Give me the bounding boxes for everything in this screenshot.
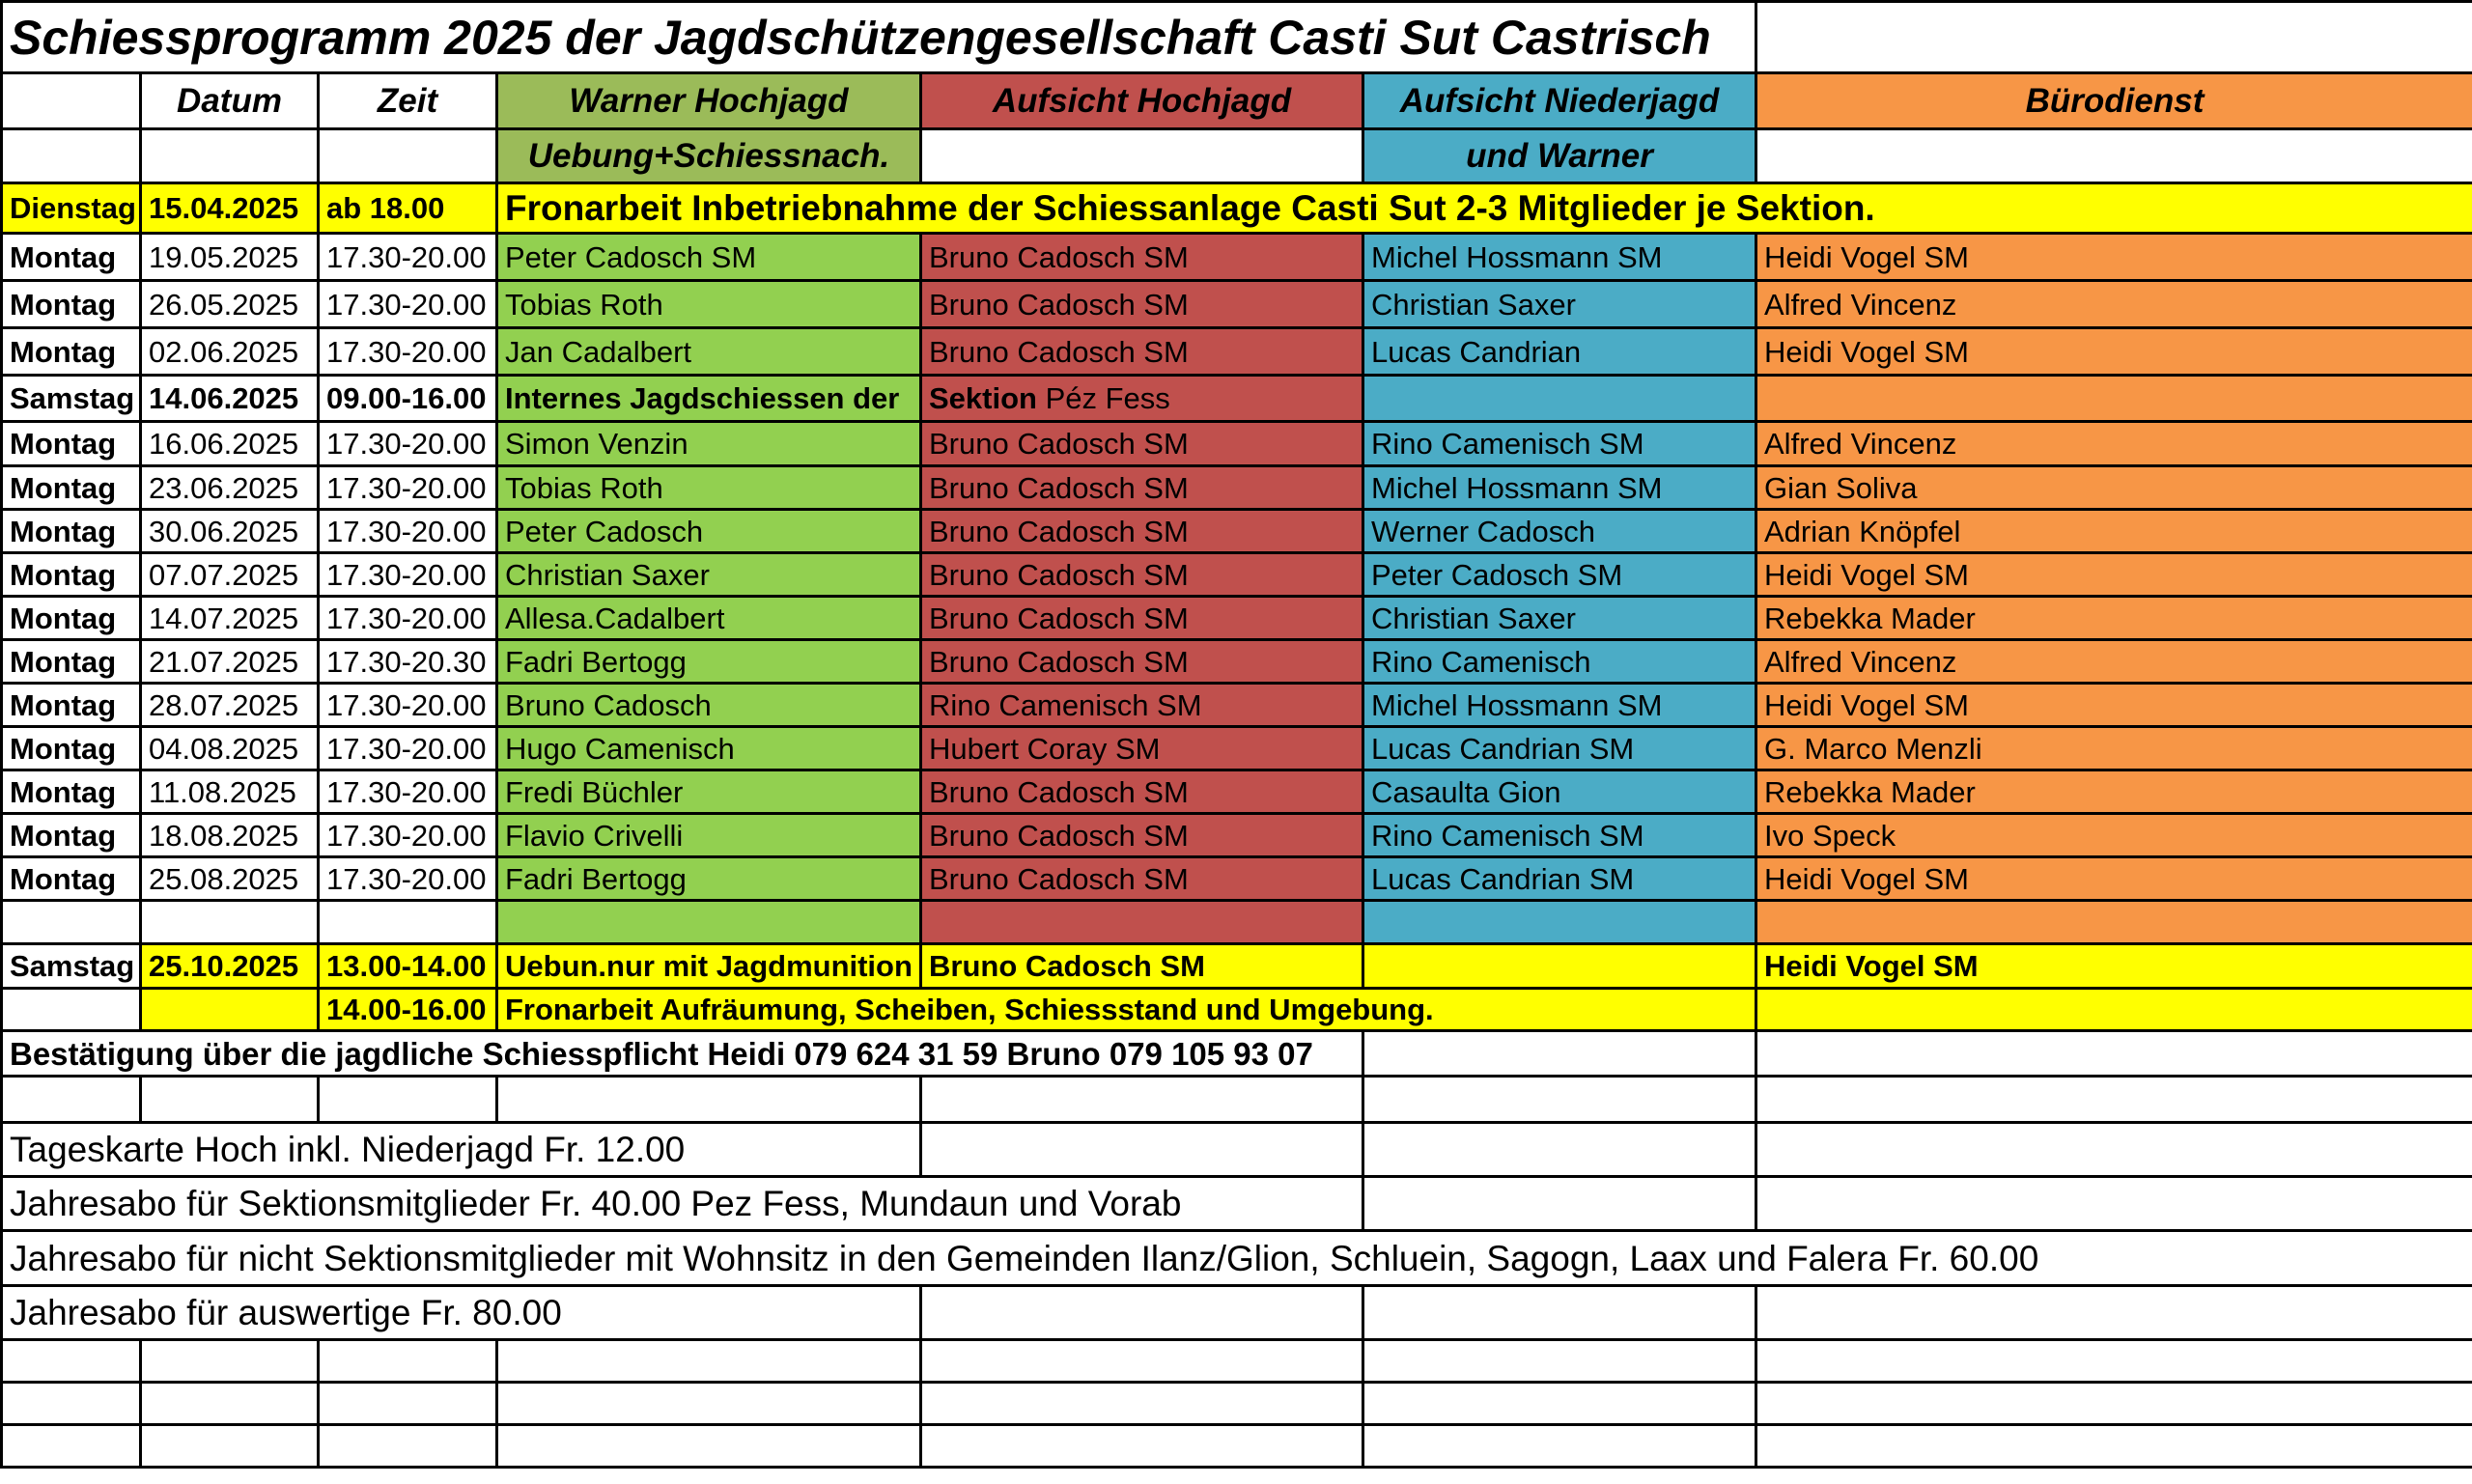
time-cell: 17.30-20.00 — [319, 234, 497, 281]
aufsicht-hochjagd-cell: Bruno Cadosch SM — [921, 814, 1363, 857]
day-cell: Montag — [2, 857, 141, 901]
buerodienst-cell: Heidi Vogel SM — [1756, 328, 2472, 376]
warner-cell: Fadri Bertogg — [497, 640, 921, 684]
table-row — [2, 466, 2472, 510]
day-cell: Montag — [2, 597, 141, 640]
empty-cell — [1363, 901, 1756, 944]
empty-row — [2, 1340, 2472, 1383]
day-cell: Montag — [2, 770, 141, 814]
header-row-2 — [2, 129, 2472, 183]
table-row — [2, 422, 2472, 466]
internes-sektion-label: Sektion — [929, 381, 1037, 415]
date-cell: 14.06.2025 — [141, 376, 319, 422]
header-buerodienst: Bürodienst — [1756, 73, 2472, 129]
aufsicht-niederjagd-cell: Rino Camenisch SM — [1363, 814, 1756, 857]
time-cell: 17.30-20.00 — [319, 328, 497, 376]
aufsicht-hochjagd-cell: Bruno Cadosch SM — [921, 857, 1363, 901]
table-row — [2, 814, 2472, 857]
warner-cell: Allesa.Cadalbert — [497, 597, 921, 640]
uebung-row — [2, 944, 2472, 989]
time-cell: 17.30-20.00 — [319, 553, 497, 597]
table-row — [2, 727, 2472, 770]
empty-cell — [921, 1123, 1363, 1177]
warner-cell: Jan Cadalbert — [497, 328, 921, 376]
aufsicht-hochjagd-cell: Bruno Cadosch SM — [921, 281, 1363, 328]
date-cell: 30.06.2025 — [141, 510, 319, 553]
table-row — [2, 770, 2472, 814]
date-cell: 28.07.2025 — [141, 684, 319, 727]
time-cell: 13.00-14.00 — [319, 944, 497, 989]
time-cell: ab 18.00 — [319, 183, 497, 234]
fronarbeit-start-row — [2, 183, 2472, 234]
aufsicht-niederjagd-cell: Michel Hossmann SM — [1363, 234, 1756, 281]
empty-cell — [921, 1077, 1363, 1123]
empty-cell — [1363, 944, 1756, 989]
buerodienst-cell: Rebekka Mader — [1756, 770, 2472, 814]
aufsicht-hochjagd-cell: Bruno Cadosch SM — [921, 234, 1363, 281]
empty-row — [2, 901, 2472, 944]
empty-cell — [1756, 376, 2472, 422]
buerodienst-cell: Alfred Vincenz — [1756, 281, 2472, 328]
day-cell: Dienstag — [2, 183, 141, 234]
price-text: Jahresabo für nicht Sektionsmitglieder mit Wohnsitz in den Gemeinden Ilanz/Glion, Schluein, Sagogn, Laax und Falera Fr. 60.00 — [2, 1231, 2472, 1286]
empty-cell — [1756, 989, 2472, 1031]
empty-cell — [1363, 1123, 1756, 1177]
price-row — [2, 1177, 2472, 1231]
time-cell: 17.30-20.00 — [319, 422, 497, 466]
warner-cell: Bruno Cadosch — [497, 684, 921, 727]
empty-cell — [921, 1425, 1363, 1468]
empty-cell — [141, 1340, 319, 1383]
day-cell: Montag — [2, 466, 141, 510]
buerodienst-cell: Ivo Speck — [1756, 814, 2472, 857]
empty-cell — [1756, 1123, 2472, 1177]
fronarbeit-end-text: Fronarbeit Aufräumung, Scheiben, Schiessstand und Umgebung. — [497, 989, 1756, 1031]
warner-cell: Flavio Crivelli — [497, 814, 921, 857]
empty-cell — [1756, 1286, 2472, 1340]
date-cell: 19.05.2025 — [141, 234, 319, 281]
warner-cell: Tobias Roth — [497, 466, 921, 510]
warner-cell: Tobias Roth — [497, 281, 921, 328]
date-cell: 26.05.2025 — [141, 281, 319, 328]
time-cell: 17.30-20.00 — [319, 684, 497, 727]
empty-cell — [2, 989, 141, 1031]
empty-cell — [497, 1077, 921, 1123]
warner-cell: Fredi Büchler — [497, 770, 921, 814]
header-aufsicht-niederjagd: Aufsicht Niederjagd — [1363, 73, 1756, 129]
empty-cell — [1756, 1340, 2472, 1383]
time-cell: 17.30-20.30 — [319, 640, 497, 684]
empty-cell — [921, 1340, 1363, 1383]
empty-cell — [319, 129, 497, 183]
empty-row — [2, 1425, 2472, 1468]
aufsicht-niederjagd-cell: Michel Hossmann SM — [1363, 466, 1756, 510]
header-row — [2, 73, 2472, 129]
warner-cell: Peter Cadosch SM — [497, 234, 921, 281]
warner-cell: Peter Cadosch — [497, 510, 921, 553]
time-cell: 17.30-20.00 — [319, 597, 497, 640]
time-cell: 17.30-20.00 — [319, 510, 497, 553]
day-cell: Montag — [2, 328, 141, 376]
header-warner-sub: Uebung+Schiessnach. — [497, 129, 921, 183]
empty-cell — [1756, 1425, 2472, 1468]
date-cell: 23.06.2025 — [141, 466, 319, 510]
date-cell: 18.08.2025 — [141, 814, 319, 857]
date-cell: 25.10.2025 — [141, 944, 319, 989]
aufsicht-hochjagd-cell: Rino Camenisch SM — [921, 684, 1363, 727]
empty-cell — [319, 1340, 497, 1383]
bestaetigung-row — [2, 1031, 2472, 1077]
empty-cell — [2, 73, 141, 129]
header-datum: Datum — [141, 73, 319, 129]
page-title: Schiessprogramm 2025 der Jagdschützengesellschaft Casti Sut Castrisch — [2, 2, 1756, 73]
aufsicht-niederjagd-cell: Rino Camenisch SM — [1363, 422, 1756, 466]
table-row — [2, 857, 2472, 901]
fronarbeit-start-text: Fronarbeit Inbetriebnahme der Schiessanlage Casti Sut 2-3 Mitglieder je Sektion. — [497, 183, 2472, 234]
empty-cell — [1363, 1077, 1756, 1123]
aufsicht-niederjagd-cell: Christian Saxer — [1363, 597, 1756, 640]
buerodienst-cell: Alfred Vincenz — [1756, 422, 2472, 466]
aufsicht-niederjagd-cell: Rino Camenisch — [1363, 640, 1756, 684]
header-zeit: Zeit — [319, 73, 497, 129]
aufsicht-hochjagd-cell: Bruno Cadosch SM — [921, 597, 1363, 640]
empty-cell — [2, 129, 141, 183]
empty-cell — [319, 1425, 497, 1468]
time-cell: 14.00-16.00 — [319, 989, 497, 1031]
empty-cell — [1756, 1177, 2472, 1231]
empty-cell — [319, 901, 497, 944]
time-cell: 17.30-20.00 — [319, 727, 497, 770]
aufsicht-niederjagd-cell: Lucas Candrian — [1363, 328, 1756, 376]
price-row — [2, 1123, 2472, 1177]
aufsicht-hochjagd-cell: Bruno Cadosch SM — [921, 510, 1363, 553]
time-cell: 17.30-20.00 — [319, 814, 497, 857]
internes-sektion-cell — [921, 376, 1363, 422]
table-row — [2, 553, 2472, 597]
aufsicht-niederjagd-cell: Christian Saxer — [1363, 281, 1756, 328]
warner-cell: Simon Venzin — [497, 422, 921, 466]
price-text: Jahresabo für auswertige Fr. 80.00 — [2, 1286, 921, 1340]
date-cell: 07.07.2025 — [141, 553, 319, 597]
empty-cell — [1756, 2, 2472, 73]
empty-cell — [1363, 1383, 1756, 1425]
buerodienst-cell: Rebekka Mader — [1756, 597, 2472, 640]
empty-cell — [921, 1383, 1363, 1425]
empty-cell — [1363, 1177, 1756, 1231]
empty-cell — [921, 1286, 1363, 1340]
internes-text-cell: Internes Jagdschiessen der — [497, 376, 921, 422]
aufsicht-niederjagd-cell: Peter Cadosch SM — [1363, 553, 1756, 597]
day-cell: Samstag — [2, 944, 141, 989]
empty-row — [2, 1077, 2472, 1123]
buerodienst-cell: Alfred Vincenz — [1756, 640, 2472, 684]
empty-cell — [2, 1425, 141, 1468]
time-cell: 17.30-20.00 — [319, 770, 497, 814]
empty-cell — [2, 901, 141, 944]
date-cell: 25.08.2025 — [141, 857, 319, 901]
header-warner-hochjagd: Warner Hochjagd — [497, 73, 921, 129]
aufsicht-hochjagd-cell: Hubert Coray SM — [921, 727, 1363, 770]
aufsicht-niederjagd-cell: Werner Cadosch — [1363, 510, 1756, 553]
time-cell: 17.30-20.00 — [319, 281, 497, 328]
day-cell: Montag — [2, 234, 141, 281]
aufsicht-hochjagd-cell: Bruno Cadosch SM — [921, 328, 1363, 376]
empty-cell — [921, 901, 1363, 944]
empty-cell — [319, 1383, 497, 1425]
buerodienst-cell: Adrian Knöpfel — [1756, 510, 2472, 553]
header-aufsicht-hochjagd: Aufsicht Hochjagd — [921, 73, 1363, 129]
empty-cell — [1363, 1425, 1756, 1468]
table-row — [2, 640, 2472, 684]
empty-cell — [497, 1340, 921, 1383]
empty-cell — [1756, 1031, 2472, 1077]
date-cell: 14.07.2025 — [141, 597, 319, 640]
empty-cell — [497, 1383, 921, 1425]
empty-cell — [497, 901, 921, 944]
empty-cell — [1363, 1340, 1756, 1383]
empty-cell — [1756, 901, 2472, 944]
empty-cell — [1363, 1031, 1756, 1077]
title-row — [2, 2, 2472, 73]
table-row — [2, 684, 2472, 727]
warner-cell: Uebun.nur mit Jagdmunition — [497, 944, 921, 989]
empty-cell — [2, 1077, 141, 1123]
aufsicht-niederjagd-cell: Lucas Candrian SM — [1363, 727, 1756, 770]
aufsicht-hochjagd-cell: Bruno Cadosch SM — [921, 640, 1363, 684]
date-cell: 16.06.2025 — [141, 422, 319, 466]
day-cell: Samstag — [2, 376, 141, 422]
aufsicht-hochjagd-cell: Bruno Cadosch SM — [921, 422, 1363, 466]
time-cell: 17.30-20.00 — [319, 466, 497, 510]
day-cell: Montag — [2, 640, 141, 684]
price-text: Tageskarte Hoch inkl. Niederjagd Fr. 12.00 — [2, 1123, 921, 1177]
empty-cell — [141, 129, 319, 183]
internes-row — [2, 376, 2472, 422]
table-row — [2, 281, 2472, 328]
aufsicht-hochjagd-cell: Bruno Cadosch SM — [921, 553, 1363, 597]
empty-cell — [1363, 376, 1756, 422]
empty-cell — [141, 1383, 319, 1425]
buerodienst-cell: Gian Soliva — [1756, 466, 2472, 510]
table-row — [2, 234, 2472, 281]
time-cell: 17.30-20.00 — [319, 857, 497, 901]
warner-cell: Fadri Bertogg — [497, 857, 921, 901]
day-cell: Montag — [2, 727, 141, 770]
buerodienst-cell: Heidi Vogel SM — [1756, 234, 2472, 281]
empty-cell — [319, 1077, 497, 1123]
empty-cell — [497, 1425, 921, 1468]
date-cell: 15.04.2025 — [141, 183, 319, 234]
aufsicht-hochjagd-cell: Bruno Cadosch SM — [921, 770, 1363, 814]
empty-row — [2, 1383, 2472, 1425]
table-row — [2, 510, 2472, 553]
internes-sektion-name: Péz Fess — [1036, 381, 1170, 415]
warner-cell: Christian Saxer — [497, 553, 921, 597]
aufsicht-hochjagd-cell: Bruno Cadosch SM — [921, 466, 1363, 510]
buerodienst-cell: Heidi Vogel SM — [1756, 857, 2472, 901]
bestaetigung-text: Bestätigung über die jagdliche Schiesspflicht Heidi 079 624 31 59 Bruno 079 105 93 07 — [2, 1031, 1363, 1077]
date-cell: 21.07.2025 — [141, 640, 319, 684]
buerodienst-cell: G. Marco Menzli — [1756, 727, 2472, 770]
date-cell: 11.08.2025 — [141, 770, 319, 814]
empty-cell — [1756, 129, 2472, 183]
buerodienst-cell: Heidi Vogel SM — [1756, 553, 2472, 597]
empty-cell — [1363, 1286, 1756, 1340]
warner-cell: Hugo Camenisch — [497, 727, 921, 770]
empty-cell — [2, 1383, 141, 1425]
empty-cell — [141, 901, 319, 944]
day-cell: Montag — [2, 553, 141, 597]
day-cell: Montag — [2, 510, 141, 553]
day-cell: Montag — [2, 281, 141, 328]
price-row — [2, 1286, 2472, 1340]
aufsicht-niederjagd-cell: Casaulta Gion — [1363, 770, 1756, 814]
date-cell: 02.06.2025 — [141, 328, 319, 376]
empty-cell — [1756, 1383, 2472, 1425]
price-text: Jahresabo für Sektionsmitglieder Fr. 40.00 Pez Fess, Mundaun und Vorab — [2, 1177, 1363, 1231]
header-niederjagd-sub: und Warner — [1363, 129, 1756, 183]
table-row — [2, 328, 2472, 376]
aufsicht-niederjagd-cell: Michel Hossmann SM — [1363, 684, 1756, 727]
empty-cell — [141, 1425, 319, 1468]
empty-cell — [1756, 1077, 2472, 1123]
buerodienst-cell: Heidi Vogel SM — [1756, 684, 2472, 727]
price-row — [2, 1231, 2472, 1286]
fronarbeit-end-row — [2, 989, 2472, 1031]
date-cell: 04.08.2025 — [141, 727, 319, 770]
time-cell: 09.00-16.00 — [319, 376, 497, 422]
day-cell: Montag — [2, 814, 141, 857]
day-cell: Montag — [2, 684, 141, 727]
empty-cell — [141, 1077, 319, 1123]
aufsicht-hochjagd-cell: Bruno Cadosch SM — [921, 944, 1363, 989]
buerodienst-cell: Heidi Vogel SM — [1756, 944, 2472, 989]
table-row — [2, 597, 2472, 640]
empty-cell — [2, 1340, 141, 1383]
empty-cell — [921, 129, 1363, 183]
day-cell: Montag — [2, 422, 141, 466]
aufsicht-niederjagd-cell: Lucas Candrian SM — [1363, 857, 1756, 901]
empty-cell — [141, 989, 319, 1031]
